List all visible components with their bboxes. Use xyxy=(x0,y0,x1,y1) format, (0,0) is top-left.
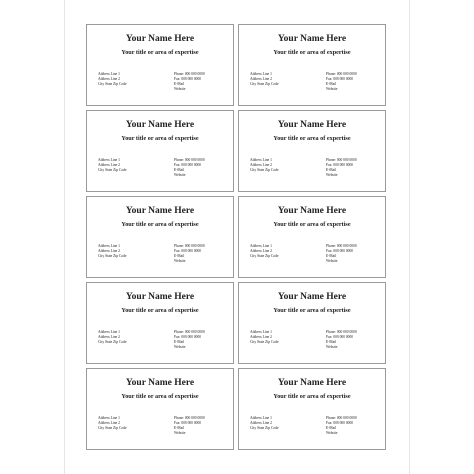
email: E-Mail xyxy=(326,254,337,258)
card-title: Your title or area of expertise xyxy=(273,393,351,400)
phone: Phone: 000 000 0000 xyxy=(174,244,205,248)
card-title: Your title or area of expertise xyxy=(273,135,351,142)
business-card xyxy=(238,110,386,192)
card-title: Your title or area of expertise xyxy=(121,135,199,142)
city-state-zip: City State Zip Code xyxy=(98,168,127,172)
card-name: Your Name Here xyxy=(277,34,347,44)
card-name: Your Name Here xyxy=(125,378,195,388)
card-contact-block xyxy=(174,244,205,264)
email: E-Mail xyxy=(326,168,337,172)
card-name: Your Name Here xyxy=(277,206,347,216)
card-contact-block xyxy=(326,158,357,178)
card-contact-block xyxy=(326,330,357,350)
email: E-Mail xyxy=(174,168,185,172)
address-line-1: Address Line 1 xyxy=(250,158,272,162)
address-line-1: Address Line 1 xyxy=(250,244,272,248)
fax: Fax: 000 000 0000 xyxy=(326,421,354,425)
city-state-zip: City State Zip Code xyxy=(98,426,127,430)
card-title: Your title or area of expertise xyxy=(273,307,351,314)
phone: Phone: 000 000 0000 xyxy=(326,244,357,248)
address-line-1: Address Line 1 xyxy=(250,330,272,334)
card-address-block xyxy=(98,72,127,87)
city-state-zip: City State Zip Code xyxy=(250,340,279,344)
card-contact-block xyxy=(326,72,357,92)
fax: Fax: 000 000 0000 xyxy=(174,421,202,425)
card-name: Your Name Here xyxy=(125,292,195,302)
city-state-zip: City State Zip Code xyxy=(98,82,127,86)
fax: Fax: 000 000 0000 xyxy=(326,335,354,339)
website: Website xyxy=(174,173,186,177)
business-card xyxy=(86,368,234,450)
address-line-2: Address Line 2 xyxy=(250,249,272,253)
card-name: Your Name Here xyxy=(277,378,347,388)
card-address-block xyxy=(98,416,127,431)
business-card xyxy=(86,24,234,106)
card-title: Your title or area of expertise xyxy=(273,49,351,56)
fax: Fax: 000 000 0000 xyxy=(326,249,354,253)
business-card xyxy=(86,282,234,364)
address-line-2: Address Line 2 xyxy=(250,335,272,339)
address-line-1: Address Line 1 xyxy=(98,72,120,76)
fax: Fax: 000 000 0000 xyxy=(326,163,354,167)
card-address-block xyxy=(250,330,279,345)
card-name: Your Name Here xyxy=(277,120,347,130)
website: Website xyxy=(326,173,338,177)
website: Website xyxy=(174,345,186,349)
address-line-2: Address Line 2 xyxy=(250,77,272,81)
website: Website xyxy=(174,87,186,91)
card-title: Your title or area of expertise xyxy=(121,221,199,228)
website: Website xyxy=(326,431,338,435)
city-state-zip: City State Zip Code xyxy=(250,426,279,430)
card-address-block xyxy=(250,158,279,173)
address-line-1: Address Line 1 xyxy=(250,416,272,420)
card-title: Your title or area of expertise xyxy=(121,49,199,56)
card-address-block xyxy=(250,244,279,259)
address-line-1: Address Line 1 xyxy=(98,158,120,162)
fax: Fax: 000 000 0000 xyxy=(174,249,202,253)
card-name: Your Name Here xyxy=(125,206,195,216)
card-address-block xyxy=(250,416,279,431)
email: E-Mail xyxy=(326,82,337,86)
address-line-2: Address Line 2 xyxy=(98,421,120,425)
phone: Phone: 000 000 0000 xyxy=(326,416,357,420)
card-name: Your Name Here xyxy=(277,292,347,302)
address-line-1: Address Line 1 xyxy=(98,416,120,420)
business-card xyxy=(238,196,386,278)
card-address-block xyxy=(98,158,127,173)
business-card xyxy=(238,282,386,364)
card-contact-block xyxy=(174,158,205,178)
card-contact-block xyxy=(326,416,357,436)
website: Website xyxy=(326,259,338,263)
address-line-2: Address Line 2 xyxy=(250,421,272,425)
address-line-2: Address Line 2 xyxy=(98,163,120,167)
card-contact-block xyxy=(326,244,357,264)
phone: Phone: 000 000 0000 xyxy=(326,158,357,162)
card-title: Your title or area of expertise xyxy=(273,221,351,228)
address-line-2: Address Line 2 xyxy=(98,249,120,253)
website: Website xyxy=(174,259,186,263)
email: E-Mail xyxy=(174,426,185,430)
fax: Fax: 000 000 0000 xyxy=(326,77,354,81)
address-line-1: Address Line 1 xyxy=(98,330,120,334)
business-card xyxy=(238,24,386,106)
address-line-1: Address Line 1 xyxy=(98,244,120,248)
card-address-block xyxy=(250,72,279,87)
business-card xyxy=(86,110,234,192)
phone: Phone: 000 000 0000 xyxy=(326,72,357,76)
city-state-zip: City State Zip Code xyxy=(250,168,279,172)
address-line-2: Address Line 2 xyxy=(98,77,120,81)
phone: Phone: 000 000 0000 xyxy=(326,330,357,334)
website: Website xyxy=(326,87,338,91)
city-state-zip: City State Zip Code xyxy=(250,82,279,86)
phone: Phone: 000 000 0000 xyxy=(174,330,205,334)
fax: Fax: 000 000 0000 xyxy=(174,77,202,81)
card-address-block xyxy=(98,244,127,259)
phone: Phone: 000 000 0000 xyxy=(174,72,205,76)
website: Website xyxy=(174,431,186,435)
card-address-block xyxy=(98,330,127,345)
email: E-Mail xyxy=(326,426,337,430)
card-title: Your title or area of expertise xyxy=(121,307,199,314)
fax: Fax: 000 000 0000 xyxy=(174,335,202,339)
business-card xyxy=(86,196,234,278)
card-contact-block xyxy=(174,72,205,92)
business-card xyxy=(238,368,386,450)
city-state-zip: City State Zip Code xyxy=(98,340,127,344)
card-name: Your Name Here xyxy=(125,120,195,130)
city-state-zip: City State Zip Code xyxy=(250,254,279,258)
email: E-Mail xyxy=(326,340,337,344)
business-card-sheet xyxy=(84,22,388,452)
card-name: Your Name Here xyxy=(125,34,195,44)
card-contact-block xyxy=(174,416,205,436)
fax: Fax: 000 000 0000 xyxy=(174,163,202,167)
city-state-zip: City State Zip Code xyxy=(98,254,127,258)
address-line-2: Address Line 2 xyxy=(98,335,120,339)
email: E-Mail xyxy=(174,254,185,258)
address-line-2: Address Line 2 xyxy=(250,163,272,167)
website: Website xyxy=(326,345,338,349)
address-line-1: Address Line 1 xyxy=(250,72,272,76)
email: E-Mail xyxy=(174,340,185,344)
card-contact-block xyxy=(174,330,205,350)
phone: Phone: 000 000 0000 xyxy=(174,416,205,420)
card-title: Your title or area of expertise xyxy=(121,393,199,400)
phone: Phone: 000 000 0000 xyxy=(174,158,205,162)
email: E-Mail xyxy=(174,82,185,86)
